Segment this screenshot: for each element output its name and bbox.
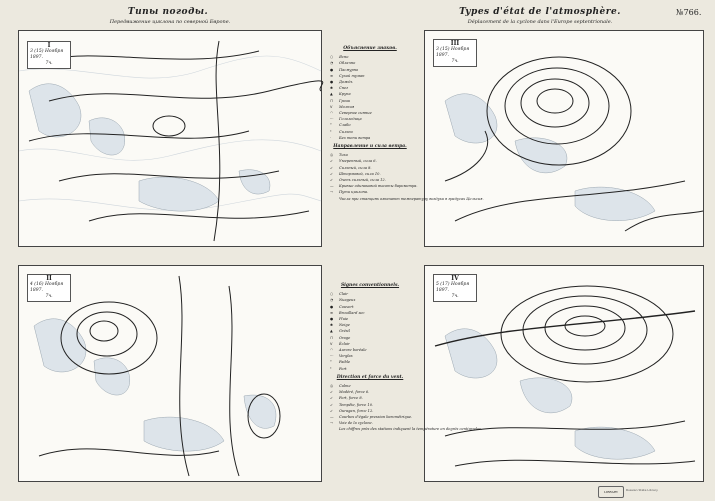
legend-fr-label: Verglas (339, 354, 353, 359)
legend-fr-item (330, 366, 410, 372)
legend-fr-symbol-icon: ◠ (330, 348, 334, 353)
legend-ru-symbol-icon: ≡ (330, 73, 334, 78)
legend-ru-symbol-icon: ᐯ (330, 104, 333, 109)
legend-fr-label: Couvert (339, 304, 354, 309)
title-french: Types d'état de l'atmosphère. (459, 7, 621, 17)
map-1-date-box (27, 41, 71, 69)
legend-fr-title: Signes conventionnels. (340, 283, 400, 288)
legend-ru-label: Сильно (339, 129, 353, 134)
legend-fr-wind-label: Courbes d'égale pression barométrique. (339, 415, 413, 420)
legend-fr-label: Éclair (339, 341, 350, 346)
legend-fr-label: Clair (339, 292, 348, 297)
legend-fr-label: Neige (339, 323, 350, 328)
map-3-date: 3 (15) Ноября 1897. (436, 47, 470, 58)
legend-ru-symbol-icon: ○ (330, 55, 334, 60)
map-4-time: 7ч. (451, 294, 459, 299)
legend-fr-symbol-icon: ▲ (330, 329, 333, 334)
map-4-number: IV (451, 275, 459, 282)
legend-ru-wind-label: Пути циклона. (339, 190, 369, 195)
legend-ru-wind-label: Тихо (339, 153, 348, 158)
legend-ru-wind-label: Штормовой, сила 10. (339, 171, 381, 176)
legend-fr-symbol-icon: ◔ (330, 298, 334, 303)
map-3-time: 7ч. (451, 59, 459, 64)
legend-fr-label: Faible (339, 360, 351, 365)
legend-ru-wind-symbol-icon: ↙ (330, 171, 334, 176)
legend-ru-symbol-icon: ² (330, 129, 332, 134)
legend-ru-symbol-icon: ◔ (330, 61, 334, 66)
legend-fr-wind-label: Modéré, force 6. (339, 390, 370, 395)
map-2-number: II (46, 275, 52, 282)
legend-ru-symbol-icon: ⁰ (330, 123, 332, 128)
legend-ru-title: Объяснение знаков. (343, 46, 397, 51)
weather-map-3 (424, 30, 704, 247)
legend-ru-symbol-icon: ▲ (330, 92, 333, 97)
legend-ru-label: Сухой туман (339, 73, 365, 78)
legend-fr-symbol-icon: ⊓ (330, 335, 334, 340)
legend-ru-wind-symbol-icon: ↙ (330, 159, 334, 164)
legend-ru-label: Гроза (339, 98, 350, 103)
legend-fr-symbol-icon: ² (330, 366, 332, 371)
legend-ru-wind-label: Умеренный, сила 6. (339, 159, 377, 164)
legend-fr-symbol-icon: ᐯ (330, 341, 333, 346)
legend-fr-wind-label: Voie de la cyclone. (339, 421, 373, 426)
legend-ru-wind-symbol-icon: ↙ (330, 165, 334, 170)
weather-map-1 (18, 30, 322, 247)
legend-fr-wind-label: Fort, force 8. (339, 396, 363, 401)
map-4-date-box (433, 274, 477, 302)
legend-fr-label: Pluie (339, 317, 349, 322)
legend-ru-wind-symbol-icon: ↙ (330, 178, 334, 183)
legend-fr-label: Grésil (339, 329, 350, 334)
legend-fr-symbol-icon: ● (330, 304, 334, 309)
subtitle-russian: Передвижение циклона по северной Европе. (109, 19, 231, 25)
legend-fr-wind-symbol-icon: ↙ (330, 402, 334, 407)
legend-fr-label: Orage (339, 335, 351, 340)
legend-ru-label: Северное сияние (339, 111, 372, 116)
legend-fr-wind-label: Calme (339, 384, 351, 389)
legend-ru-symbol-icon: ⋯ (330, 117, 334, 122)
map-3-number: III (450, 40, 460, 47)
legend-fr-label: Nuageux (339, 298, 356, 303)
legend-ru-list (330, 54, 410, 141)
legend-fr-wind-symbol-icon: ↙ (330, 390, 334, 395)
legend-ru-symbol-icon: ● (330, 67, 334, 72)
legend-fr-symbol-icon: ✱ (330, 323, 334, 328)
legend-ru-wind-symbol-icon: → (330, 190, 334, 195)
legend-ru-wind-title: Направление и сила ветра. (333, 144, 407, 150)
map-2-date-box (27, 274, 71, 302)
legend-fr-wind-symbol-icon: ◎ (330, 384, 334, 389)
map-3-date-box (433, 39, 477, 67)
legend-fr-wind-label: Les chiffres près des stations indiquent la température en degrés centigrades. (339, 427, 483, 432)
legend-ru-wind-item (330, 196, 484, 202)
legend-fr-wind-title: Direction et force du vent. (336, 374, 404, 380)
legend-ru-wind-label: Сильный, сила 8. (339, 165, 372, 170)
legend-ru-label: Ясно (339, 55, 349, 60)
legend-fr-wind-symbol-icon: ↙ (330, 408, 334, 413)
legend-ru-symbol-icon: · (330, 135, 332, 140)
legend-ru-wind-label: Очень сильный, сила 12. (339, 178, 386, 183)
library-logo: LIBRARY (598, 486, 624, 498)
legend-ru-wind-label: Кривые одинаковой высоты барометра. (339, 184, 418, 189)
legend-ru-wind-symbol-icon: ◎ (330, 153, 334, 158)
legend-ru-symbol-icon: ✱ (330, 86, 334, 91)
legend-ru-item (330, 135, 410, 141)
legend-fr-symbol-icon: ⁰ (330, 360, 332, 365)
legend-fr-wind-symbol-icon: ↙ (330, 396, 334, 401)
legend-fr-symbol-icon: ○ (330, 292, 334, 297)
footer-text: Russian State Library (626, 488, 658, 492)
legend-ru-label: Дождь (339, 80, 353, 85)
weather-map-2 (18, 265, 322, 482)
legend-ru-label: Без тени ветра (339, 135, 371, 140)
plate-number: №766. (676, 8, 702, 17)
legend-fr-symbol-icon: ≡ (330, 310, 334, 315)
legend-fr-wind-symbol-icon: — (330, 415, 334, 420)
map-1-date: 3 (15) Ноября 1897. (30, 49, 64, 60)
weather-map-4 (424, 265, 704, 482)
map-2-date: 4 (16) Ноября 1897. (30, 282, 64, 293)
legend-fr-label: Brouillard sec (339, 310, 365, 315)
map-2-time: 7ч. (45, 294, 53, 299)
map-1-number: I (47, 42, 51, 49)
legend-ru-wind-label: Числа при станциях означают температуру воздуха в градусах Цельсия. (339, 196, 484, 201)
legend-fr-label: Fort (339, 366, 347, 371)
legend-fr-wind-item (330, 426, 483, 432)
legend-ru-symbol-icon: ⊓ (330, 98, 334, 103)
legend-fr-label: Aurore boréale (339, 348, 367, 353)
legend-ru-wind-list (330, 152, 484, 202)
legend-ru-label: Гололедица (339, 117, 362, 122)
legend-fr-symbol-icon: ● (330, 317, 334, 322)
legend-ru-label: Облачно (339, 61, 356, 66)
legend-ru-label: Молния (339, 104, 355, 109)
legend-ru-label: Пасмурно (339, 67, 359, 72)
legend-ru-symbol-icon: ◠ (330, 111, 334, 116)
title-russian: Типы погоды. (127, 7, 209, 17)
map-4-date: 5 (17) Ноября 1897. (436, 282, 470, 293)
legend-ru-wind-symbol-icon: — (330, 184, 334, 189)
legend-ru-label: Крупа (339, 92, 351, 97)
legend-fr-wind-label: Tempête, force 10. (339, 402, 374, 407)
legend-fr-wind-list (330, 383, 483, 433)
legend-ru-label: Слабо (339, 123, 351, 128)
map-1-time: 7ч. (45, 61, 53, 66)
subtitle-french: Déplacement de la cyclone dans l'Europe septentrionale. (467, 19, 613, 25)
legend-fr-list (330, 291, 410, 372)
legend-ru-symbol-icon: ● (330, 80, 334, 85)
legend-fr-wind-symbol-icon: → (330, 421, 334, 426)
legend-fr-wind-label: Ouragan, force 12. (339, 408, 374, 413)
legend-fr-symbol-icon: ⋯ (330, 354, 334, 359)
legend-ru-label: Снег (339, 86, 349, 91)
